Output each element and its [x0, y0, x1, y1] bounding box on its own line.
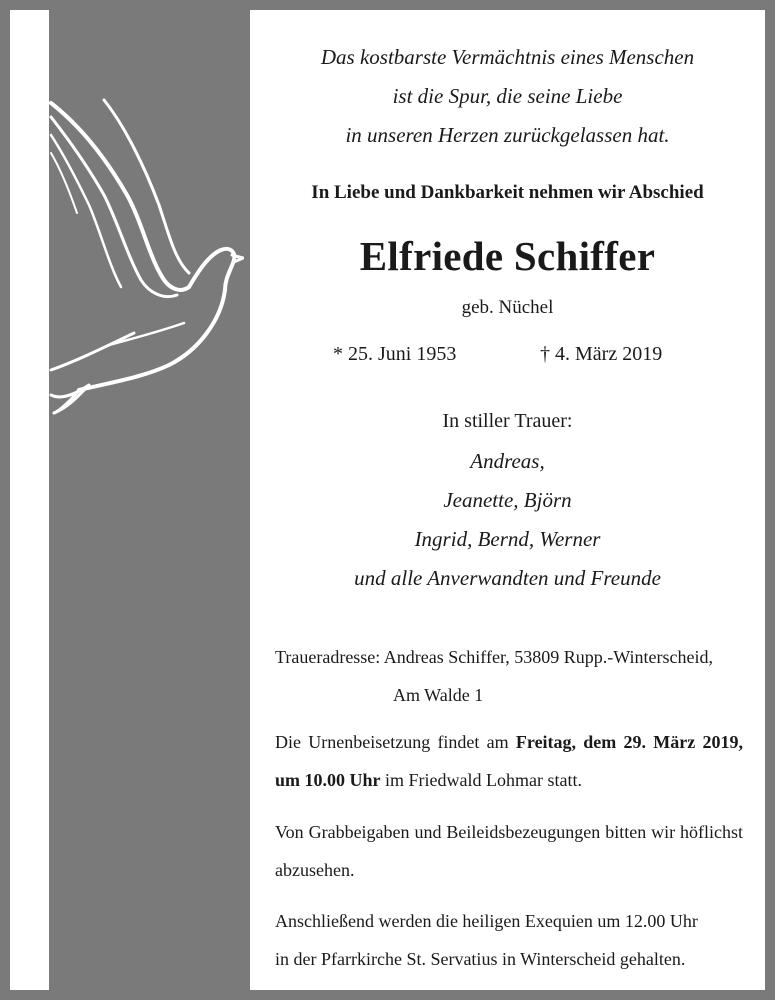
mourner-line: Andreas, [470, 449, 545, 473]
funeral-prefix: Die Urnenbeisetzung findet am [275, 732, 516, 752]
death-date: † 4. März 2019 [540, 343, 663, 365]
mourner-line: Ingrid, Bernd, Werner [414, 527, 601, 551]
mourners-intro: In stiller Trauer: [442, 410, 573, 432]
birth-name: geb. Nüchel [461, 297, 554, 318]
mourners-list [250, 442, 765, 598]
farewell-heading: In Liebe und Dankbarkeit nehmen wir Abschied [311, 182, 704, 203]
dove-icon [49, 95, 244, 425]
funeral-date: Freitag, dem 29. März 2019, um 10.00 Uhr [275, 732, 743, 790]
mass-line: in der Pfarrkirche St. Servatius in Winterscheid gehalten. [275, 949, 686, 969]
funeral-address [275, 638, 743, 714]
mourner-line: und alle Anverwandten und Freunde [354, 566, 661, 590]
verse-line: Das kostbarste Vermächtnis eines Menschen [320, 45, 695, 69]
obituary-panel [250, 10, 765, 990]
mourner-line: Jeanette, Björn [443, 488, 572, 512]
verse [250, 38, 765, 155]
left-white-strip [10, 10, 49, 990]
verse-line: in unseren Herzen zurückgelassen hat. [345, 123, 670, 147]
mass-notice [275, 902, 743, 978]
funeral-location: im Friedwald Lohmar statt. [380, 770, 582, 790]
birth-date: * 25. Juni 1953 [333, 343, 457, 365]
mass-line: Anschließend werden die heiligen Exequien um 12.00 Uhr [275, 911, 698, 931]
deceased-name: Elfriede Schiffer [359, 233, 656, 279]
verse-line: ist die Spur, die seine Liebe [392, 84, 623, 108]
address-line: Am Walde 1 [393, 685, 484, 705]
gifts-notice: Von Grabbeigaben und Beileidsbezeugungen bitten wir höflichst abzusehen. [275, 822, 743, 880]
address-line: Traueradresse: Andreas Schiffer, 53809 Rupp.-Winterscheid, [275, 647, 713, 667]
funeral-notice [275, 723, 743, 799]
